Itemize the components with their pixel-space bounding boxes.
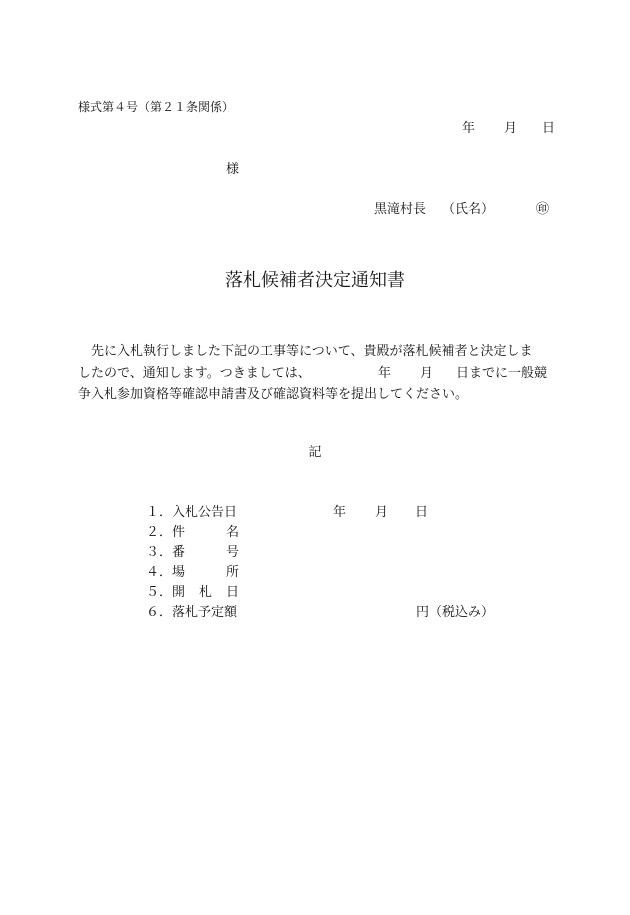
date-year: 年	[462, 121, 476, 136]
form-number: 様式第４号（第２１条関係）	[78, 100, 235, 114]
date-month: 月	[504, 121, 518, 136]
sender-title: 黒滝村長	[374, 202, 427, 217]
seal-mark: ㊞	[536, 202, 550, 217]
ki-label: 記	[308, 445, 322, 460]
date-day: 日	[542, 121, 556, 136]
document-title: 落札候補者決定通知書	[225, 270, 405, 291]
sender-name: （氏名）	[442, 202, 495, 217]
addressee-suffix: 様	[226, 162, 240, 177]
